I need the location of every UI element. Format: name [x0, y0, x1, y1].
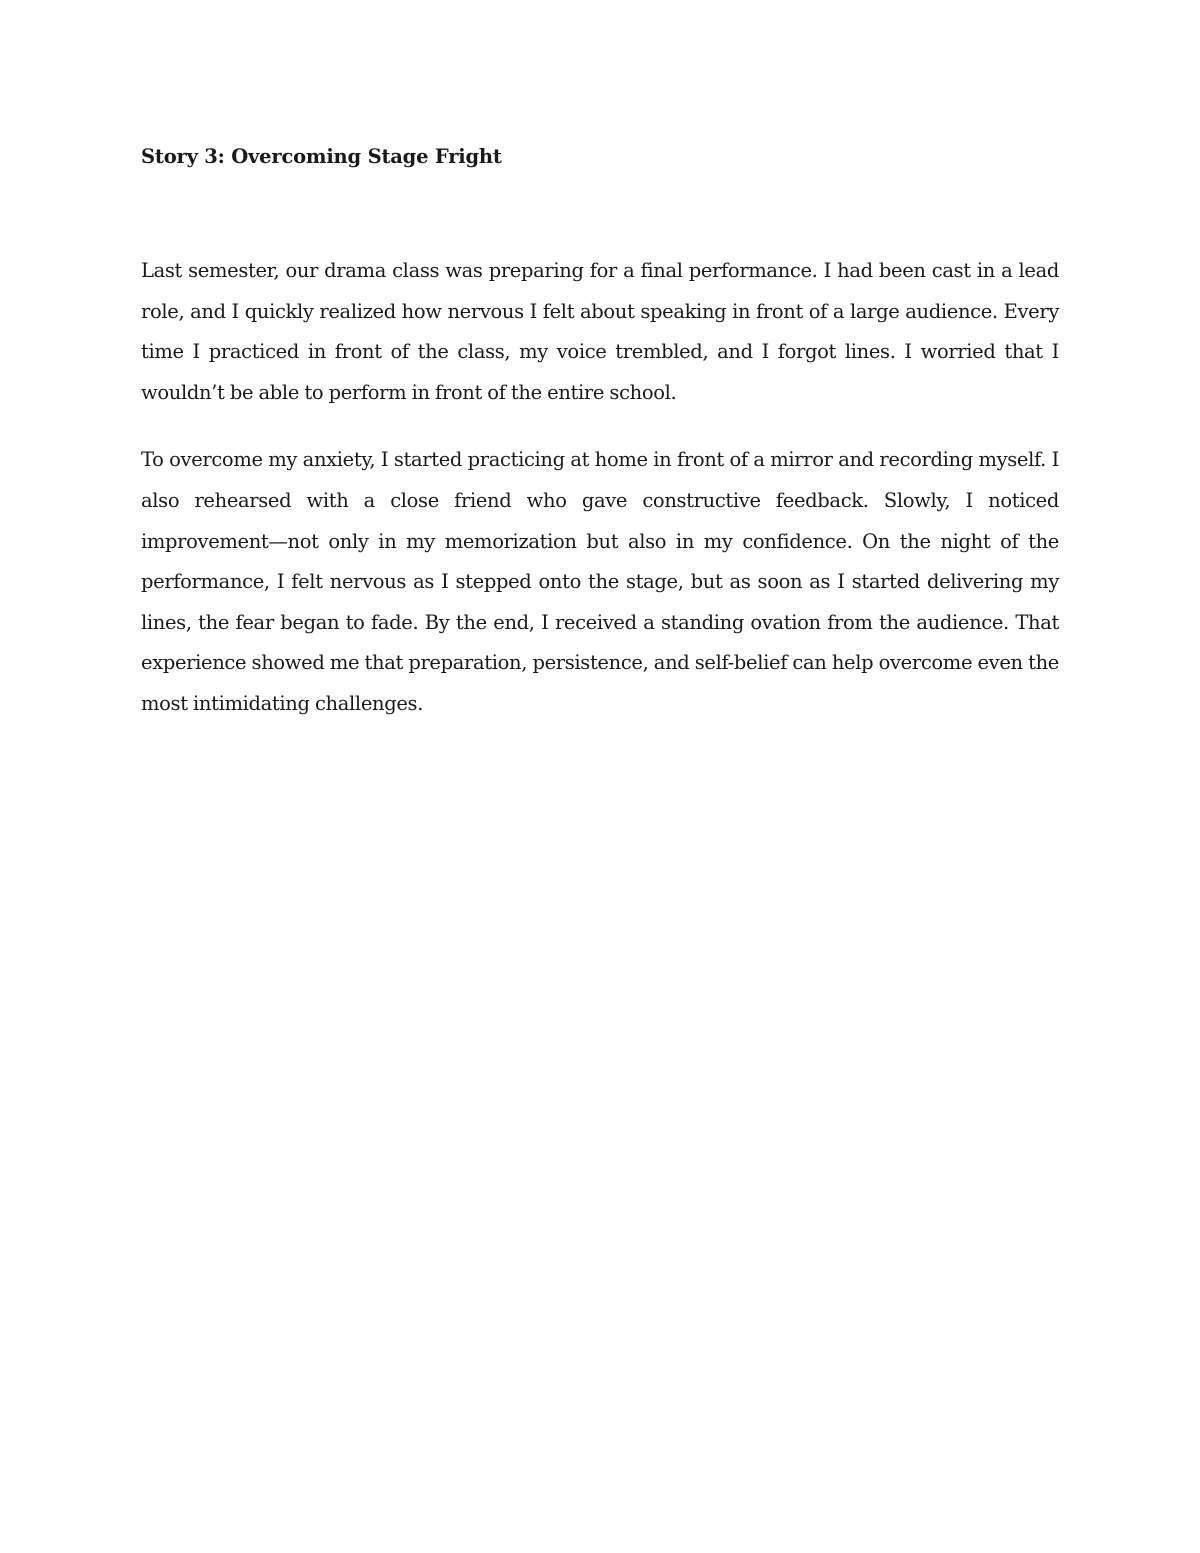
document-body	[141, 141, 1059, 752]
paragraph-1: Last semester, our drama class was preparing for a final performance. I had been cast in a lead role, and I quickly realized how nervous I felt about speaking in front of a large audience. Every time I practiced in front of the class, my voice trembled, and I forgot lines. I worried that I wouldn’t be able to perform in front of the entire school.	[141, 259, 1059, 404]
story-title: Story 3: Overcoming Stage Fright	[141, 145, 502, 168]
paragraph-2: To overcome my anxiety, I started practicing at home in front of a mirror and recording myself. I also rehearsed with a close friend who gave constructive feedback. Slowly, I noticed improvement—not only in my memorization but also in my confidence. On the night of the performance, I felt nervous as I stepped onto the stage, but as soon as I started delivering my lines, the fear began to fade. By the end, I received a standing ovation from the audience. That experience showed me that preparation, persistence, and self-belief can help overcome even the most intimidating challenges.	[141, 448, 1059, 715]
